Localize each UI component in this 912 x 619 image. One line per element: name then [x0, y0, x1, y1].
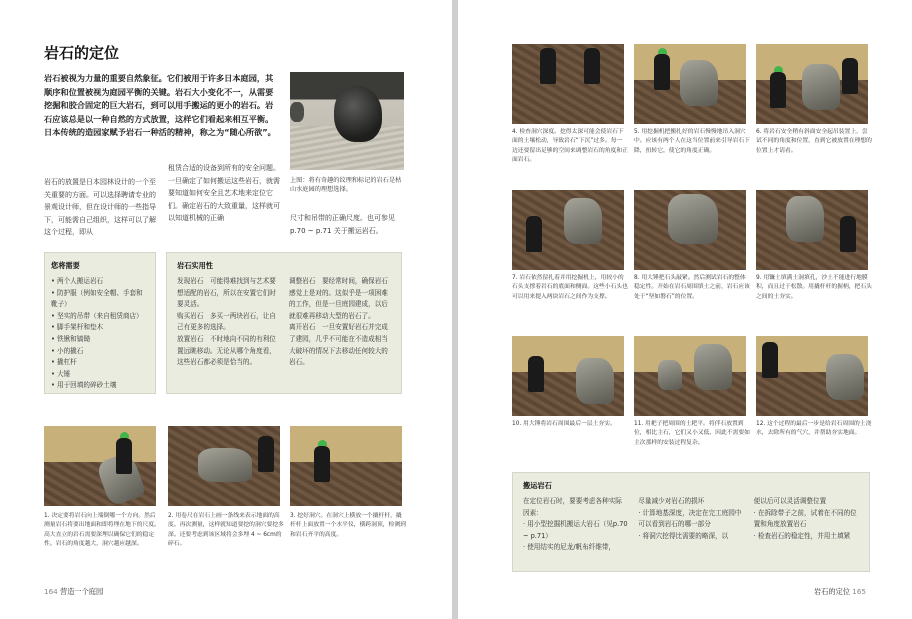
step-photo-9: [756, 190, 868, 270]
tools-list: [51, 276, 149, 392]
tool-item: • 撬杠杆: [51, 357, 149, 369]
tool-item: • 两个人搬运岩石: [51, 276, 149, 288]
footer-title: 营造一个庭园: [60, 587, 104, 596]
page-title: 岩石的定位: [44, 44, 120, 62]
tools-heading: 您将需要: [51, 261, 80, 270]
body-column-1: 岩石的放置是日本园林设计的一个至关重要的方面。可以选择聘请专业的景观设计师，但在设计师的一些指导下，可能需自己组织，这样可以了解这个过程，即从: [44, 178, 156, 237]
tips-column-2: 调整岩石 要经常时间，确保岩石感觉上是对的。这似乎是一项困难的工作，但是一旦庭园建成，以后就很难再移动大型的岩石了。 离开岩石 一旦安置好岩石并完成了建园，几乎不可能在不造成相当大破坏的情况下去移动任何较大的岩石。: [289, 277, 388, 367]
step-photo-3: [290, 426, 402, 506]
tips-box: [166, 252, 402, 394]
tool-item: • 脚手架杆和垫木: [51, 322, 149, 334]
step-photo-8: [634, 190, 746, 270]
step-caption-10: 10. 用大锤将岩石周围最后一层土夯实。: [512, 421, 616, 427]
step-caption-11: 11. 用耙子把周围的土耙平。将伴石放置到位，相比主石，它们又小又低，因此不需要如主次那样的安装过程复杂。: [634, 421, 750, 446]
body-column-2: 租赁合适的设备到所有的安全问题。一旦确定了如何搬运这些岩石，就需要知道如何安全且艺术地来定位它们。确定岩石的大致重量，这样就可以知道机械的正确: [168, 164, 280, 223]
right-page: [458, 0, 912, 619]
step-caption-9: 9. 用镰土填满土洞填孔，沙土不能进行地膜积，而且过于松散。用撬杆杆的握柄，把石头之间的土夯实。: [756, 275, 872, 300]
tool-item: • 铁锹和镐锄: [51, 334, 149, 346]
moving-rocks-box: [512, 472, 870, 572]
step-photo-1: [44, 426, 156, 506]
tool-item: • 大锤: [51, 369, 149, 381]
moving-rocks-column-1: 在定位岩石时，要要考虑各种实际因素： · 用小型挖掘机搬运大岩石（见p.70 ~ p.71） · 使用结实的尼龙/帆布纤维带，: [523, 497, 628, 552]
left-page: [0, 0, 452, 619]
footer-left: [44, 587, 103, 597]
tools-box: [44, 252, 156, 394]
step-photo-2: [168, 426, 280, 506]
step-caption-8: 8. 用大锤把石头敲紧。然后测试岩石的整体稳定性。开始在岩石周围填土之前，岩石应该处于“坚如磐石”的位置。: [634, 275, 750, 300]
step-photo-12: [756, 336, 868, 416]
hero-caption: 上图：将有奇趣的纹理和标记的岩石是枯山水庭园的理想选择。: [290, 177, 402, 193]
tool-item: • 小的撬石: [51, 346, 149, 358]
tool-item: • 坚实的吊带（来自租赁商店）: [51, 311, 149, 323]
moving-rocks-column-3: 便以后可以灵活调整位置 · 在拆除带子之前，试着在不同的位置和角度放置岩石 · 检查岩石的稳定性，并用土填紧: [753, 497, 857, 540]
step-caption-5: 5. 用挖掘机把搬扎好的岩石慢慢地吊入洞穴中。应该有两个人在这当位置前来引导岩石下降，扭转它，使它的角度正确。: [634, 129, 750, 154]
step-caption-7: 7. 岩石依然留扎着并用挖掘机上，用较小的石头支撑着岩石的底面和侧面。这些小石头也可以用来提入两块岩石之间作为支撑。: [512, 275, 628, 300]
step-photo-11: [634, 336, 746, 416]
step-caption-3: 3. 挖好洞穴。在洞穴上横放一个撬杆杆，撬杆杆上面放置一个水平仪，横跨洞顶，检测到和岩石齐平的高度。: [290, 513, 406, 538]
intro-paragraph: 岩石被视为力量的重要自然象征。它们被用于许多日本庭园，其顺序和位置被视为庭园平衡的关键。岩石大小变化不一，从需要挖掘和胶合固定的巨大岩石，到可以用手搬运的更小的岩石。岩石应该总是以一种自然的方式放置，这样它们看起来相互平衡。日本传统的造园家赋予岩石一种活的精神，称之为“随心所欲”。: [44, 73, 276, 138]
footer-title: 岩石的定位: [814, 587, 850, 596]
moving-rocks-column-2: 尽量减少对岩石的损坏 · 计算地基深度，决定在完工庭园中可以看到岩石的哪一部分 · 将洞穴挖得比需要的略深，以: [638, 497, 742, 540]
stone-shape: [334, 86, 382, 142]
step-caption-2: 2. 用卷尺在岩石上画一条线来表示地面的高度。再次测量，这样就知道要挖的洞穴要挖多深。还要考虑到该区域将会多埋 4 ~ 6cm的碎石。: [168, 513, 284, 548]
tips-column-1: 发现岩石 可能得难找到与艺术要想适配的岩石，所以在安置它们时要灵活。 购买岩石 多买一两块岩石，让自己有更多的选择。 放置岩石 不时地向不同的有利位置远眺移动。无论从哪个角度看，这些岩石都必须是恰当的。: [177, 277, 276, 367]
step-photo-10: [512, 336, 624, 416]
step-caption-12: 12. 这个过程的最后一步是给岩石周围的土浇水，去除所有的气穴，并帮助夯实地面。: [756, 421, 872, 437]
step-photo-7: [512, 190, 624, 270]
tool-item: • 防护服（例如安全帽、手套和靴子）: [51, 288, 149, 311]
tips-heading: 岩石实用性: [177, 261, 213, 270]
step-photo-6: [756, 44, 868, 124]
page-number: 164: [44, 587, 58, 596]
hero-photo-stone: [290, 72, 404, 170]
footer-right: [814, 587, 866, 597]
moving-rocks-heading: 搬运岩石: [523, 481, 552, 490]
body-column-3: 尺寸和吊带的正确尺度。也可参见 p.70 ~ p.71 关于搬运岩石。: [290, 214, 395, 235]
step-photo-5: [634, 44, 746, 124]
step-caption-4: 4. 检查洞穴深度。挖得太深可能会使岩石下面的土壤松动，导致岩石“下沉”过多。每一边还要留出足够的空间来调整岩石的角度和正面岩石。: [512, 129, 628, 164]
tool-item: • 用于回填的碎砂土壤: [51, 380, 149, 392]
small-rock: [290, 102, 304, 122]
step-photo-4: [512, 44, 624, 124]
step-caption-1: 1. 决定要将岩石向上端倒哪一个方向。然后测量岩石将要出地面和即将埋在地下的尺度。高大直立的岩石需要深埋以确保它们的稳定性。岩石的角度越大，洞穴越应越深。: [44, 513, 160, 548]
step-caption-6: 6. 将岩石安全稍有斜面安全起吊装置上，尝试不同的角度和位置，直到它被放置在理想的位置上才请看。: [756, 129, 872, 154]
page-number: 165: [852, 587, 866, 596]
